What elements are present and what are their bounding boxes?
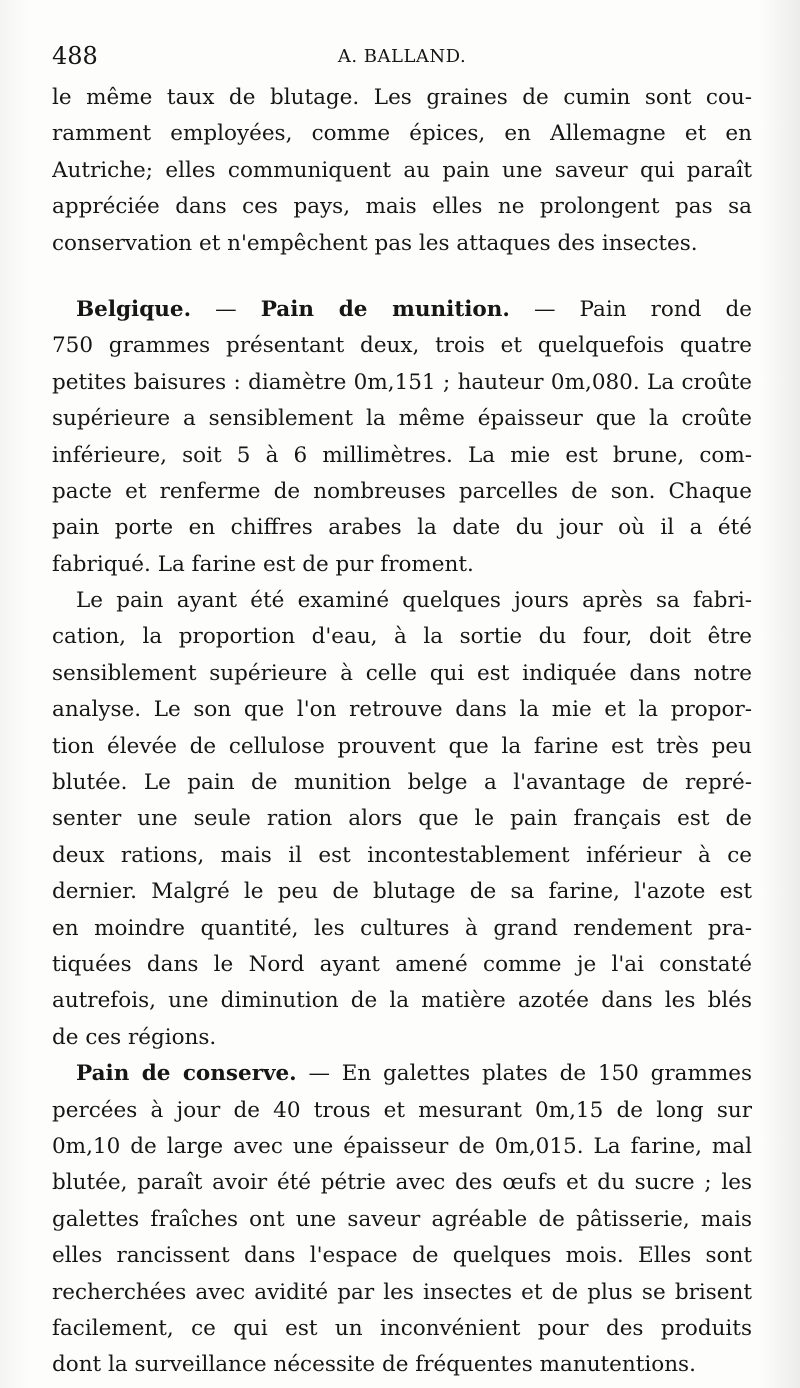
heading-title: Pain de munition. — [260, 296, 510, 322]
text-line: Autriche; elles communiquent au pain une saveur qui paraît — [52, 157, 752, 183]
text-line: supérieure a sensiblement la même épaisseur que la croûte — [52, 406, 752, 432]
text-line: cation, la proportion d'eau, à la sortie du four, doit être — [52, 624, 752, 650]
text-line: galettes fraîches ont une saveur agréable de pâtisserie, mais — [52, 1206, 752, 1232]
text-line: de ces régions. — [52, 1024, 217, 1050]
text-line: inférieure, soit 5 à 6 millimètres. La mie est brune, com- — [52, 442, 752, 468]
text-line: conservation et n'empêchent pas les attaques des insectes. — [52, 230, 698, 256]
text-line: pain porte en chiffres arabes la date du jour où il a été — [52, 515, 752, 541]
text-line: blutée. Le pain de munition belge a l'avantage de repré- — [52, 770, 752, 796]
page-header — [52, 40, 752, 76]
heading-rest: — En galettes plates de 150 grammes — [296, 1061, 752, 1087]
text-line: sensiblement supérieure à celle qui est indiquée dans notre — [52, 660, 752, 686]
text-line: ramment employées, comme épices, en Allemagne et en — [52, 121, 752, 147]
text-line: fabriqué. La farine est de pur froment. — [52, 551, 474, 577]
text-line: en moindre quantité, les cultures à grand rendement pra- — [52, 915, 752, 941]
text-line: elles rancissent dans l'espace de quelques mois. Elles sont — [52, 1243, 752, 1269]
text-line: pacte et renferme de nombreuses parcelles de son. Chaque — [52, 478, 752, 504]
text-line: analyse. Le son que l'on retrouve dans la mie et la propor- — [52, 697, 752, 723]
text-line: deux rations, mais il est incontestablement inférieur à ce — [52, 842, 752, 868]
text-line: tion élevée de cellulose prouvent que la farine est très peu — [52, 733, 752, 759]
text-line: 750 grammes présentant deux, trois et quelquefois quatre — [52, 333, 752, 359]
analysis-paragraph — [52, 583, 752, 1056]
page-number: 488 — [52, 42, 98, 70]
text-line: senter une seule ration alors que le pain français est de — [52, 806, 752, 832]
text-line: appréciée dans ces pays, mais elles ne prolongent pas sa — [52, 194, 752, 220]
heading-rest: — Pain rond de — [509, 296, 752, 322]
text-line: dont la surveillance nécessite de fréquentes manutentions. — [52, 1352, 696, 1378]
text-line: le même taux de blutage. Les graines de cumin sont cou- — [52, 85, 752, 110]
section-heading-conserve — [52, 1056, 752, 1092]
text-line: dernier. Malgré le peu de blutage de sa farine, l'azote est — [52, 879, 752, 905]
heading-separator: — — [191, 296, 261, 322]
text-line: recherchées avec avidité par les insectes et de plus se brisent — [52, 1279, 752, 1305]
text-line: Le pain ayant été examiné quelques jours après sa fabri- — [76, 588, 752, 614]
text-line: tiquées dans le Nord ayant amené comme je l'ai constaté — [52, 951, 752, 977]
page-body — [52, 80, 752, 1384]
conserve-paragraph — [52, 1056, 752, 1384]
text-line: blutée, paraît avoir été pétrie avec des œufs et du sucre ; les — [52, 1170, 752, 1196]
heading-title: Pain de conserve. — [76, 1061, 297, 1087]
heading-country: Belgique. — [76, 296, 192, 322]
text-line: percées à jour de 40 trous et mesurant 0m,15 de long sur — [52, 1097, 752, 1123]
text-line: 0m,10 de large avec une épaisseur de 0m,015. La farine, mal — [52, 1133, 752, 1159]
belgique-paragraph — [52, 292, 752, 583]
section-heading-belgique — [52, 292, 752, 328]
text-line: petites baisures : diamètre 0m,151 ; hauteur 0m,080. La croûte — [52, 369, 752, 395]
section-gap — [52, 262, 752, 292]
text-line: autrefois, une diminution de la matière azotée dans les blés — [52, 988, 752, 1014]
text-line: facilement, ce qui est un inconvénient pour des produits — [52, 1315, 752, 1341]
intro-paragraph — [52, 80, 752, 262]
running-head: A. BALLAND. — [337, 46, 467, 67]
